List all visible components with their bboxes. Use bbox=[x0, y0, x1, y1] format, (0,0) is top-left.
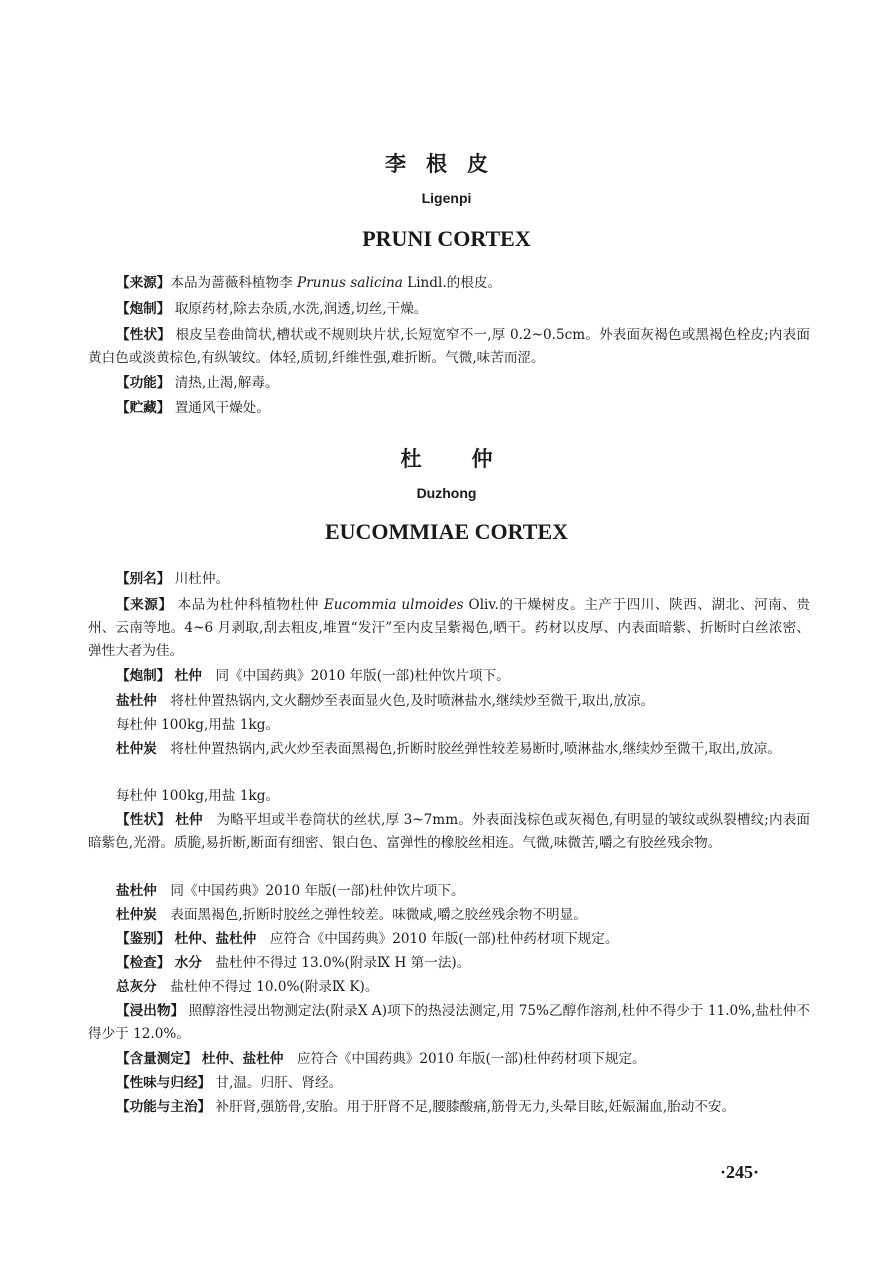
label: 【性味与归经】 bbox=[116, 1075, 212, 1091]
text: 盐杜仲不得过 13.0%(附录Ⅸ H 第一法)。 bbox=[215, 955, 471, 971]
entry2-nature bbox=[88, 1072, 810, 1095]
item: 杜仲、盐杜仲 bbox=[201, 1051, 284, 1067]
text: 取原药材,除去杂质,水洗,润透,切丝,干燥。 bbox=[174, 301, 428, 317]
entry2-salt-ratio: 每杜仲 100kg,用盐 1kg。 bbox=[116, 717, 279, 733]
label: 杜仲炭 bbox=[116, 741, 157, 757]
entry2-processing bbox=[88, 665, 810, 688]
text: 本品为杜仲科植物杜仲 bbox=[177, 597, 324, 613]
text: 甘,温。归肝、肾经。 bbox=[215, 1075, 343, 1091]
text: Oliv.的干燥树皮。主产于四川、陕西、湖北、河南、贵州、云南等地。4~6 月剥取,刮去粗皮,堆置“发汗”至内皮呈紫褐色,晒干。药材以皮厚、内表面暗紫、折断时白丝浓密、弹性大者为佳。 bbox=[88, 597, 811, 659]
item: 水分 bbox=[174, 955, 202, 971]
text: 照醇溶性浸出物测定法(附录Ⅹ A)项下的热浸法测定,用 75%乙醇作溶剂,杜仲不得少于 11.0%,盐杜仲不得少于 12.0%。 bbox=[88, 1003, 811, 1042]
label: 【检查】 bbox=[116, 955, 171, 971]
label: 【炮制】 bbox=[116, 668, 171, 684]
entry2-alias bbox=[88, 568, 810, 591]
item: 杜仲 bbox=[175, 812, 203, 828]
entry1-source bbox=[88, 272, 810, 295]
label: 【功能与主治】 bbox=[116, 1099, 212, 1115]
text: 川杜仲。 bbox=[174, 571, 230, 587]
entry1-pinyin: Ligenpi bbox=[421, 190, 472, 206]
entry2-latin: EUCOMMIAE CORTEX bbox=[324, 519, 569, 544]
label: 【浸出物】 bbox=[116, 1003, 185, 1019]
entry1-processing bbox=[88, 298, 810, 321]
text: 根皮呈卷曲筒状,槽状或不规则块片状,长短宽窄不一,厚 0.2~0.5cm。外表面灰褐色或黑褐色栓皮;内表面黄白色或淡黄棕色,有纵皱纹。体轻,质韧,纤维性强,难折断。气微,味苦而涩。 bbox=[88, 327, 811, 366]
text: 清热,止渴,解毒。 bbox=[174, 375, 279, 391]
label: 【炮制】 bbox=[116, 301, 171, 317]
text: 表面黑褐色,折断时胶丝之弹性较差。味微咸,嚼之胶丝残余物不明显。 bbox=[170, 907, 587, 923]
entry2-character bbox=[88, 809, 810, 855]
item: 杜仲、盐杜仲 bbox=[174, 931, 257, 947]
label: 【别名】 bbox=[116, 571, 171, 587]
text: 为略平坦或半卷筒状的丝状,厚 3~7mm。外表面浅棕色或灰褐色,有明显的皱纹或纵裂槽纹;内表面暗紫色,光滑。质脆,易折断,断面有细密、银白色、富弹性的橡胶丝相连。气微,味微苦,嚼之有胶丝残余物。 bbox=[88, 812, 811, 851]
species: Eucommia ulmoides bbox=[323, 597, 464, 613]
text: 将杜仲置热锅内,文火翻炒至表面显火色,及时喷淋盐水,继续炒至微干,取出,放凉。 bbox=[170, 693, 655, 709]
label: 【贮藏】 bbox=[116, 400, 171, 416]
text: 置通风干燥处。 bbox=[174, 400, 270, 416]
label: 【来源】 bbox=[116, 597, 173, 613]
entry1-title-cn: 李根皮 bbox=[385, 152, 508, 176]
entry2-character-charcoal bbox=[88, 904, 810, 927]
text: 盐杜仲不得过 10.0%(附录Ⅸ K)。 bbox=[170, 979, 379, 995]
text: 应符合《中国药典》2010 年版(一部)杜仲药材项下规定。 bbox=[297, 1051, 646, 1067]
entry2-pinyin: Duzhong bbox=[416, 485, 477, 501]
label: 【含量测定】 bbox=[116, 1051, 198, 1067]
entry2-charcoal-ratio: 每杜仲 100kg,用盐 1kg。 bbox=[116, 788, 279, 804]
text: 本品为蔷薇科植物李 bbox=[170, 275, 298, 291]
entry2-character-salt bbox=[88, 880, 810, 903]
text: 应符合《中国药典》2010 年版(一部)杜仲药材项下规定。 bbox=[269, 931, 619, 947]
entry2-usage bbox=[88, 1096, 810, 1119]
label: 【来源】 bbox=[116, 275, 171, 291]
entry2-title-cn: 杜仲 bbox=[400, 447, 543, 471]
label: 【鉴别】 bbox=[116, 931, 171, 947]
species: Prunus salicina bbox=[297, 275, 403, 291]
entry2-source bbox=[88, 594, 810, 663]
item: 杜仲 bbox=[174, 668, 202, 684]
entry2-inspection bbox=[88, 952, 810, 975]
label: 盐杜仲 bbox=[116, 883, 157, 899]
label: 【性状】 bbox=[116, 812, 171, 828]
label: 杜仲炭 bbox=[116, 907, 157, 923]
entry1-storage bbox=[88, 397, 810, 420]
entry1-character bbox=[88, 324, 810, 370]
label: 总灰分 bbox=[116, 979, 157, 995]
label: 盐杜仲 bbox=[116, 693, 157, 709]
entry2-identification bbox=[88, 928, 810, 951]
label: 【性状】 bbox=[116, 327, 172, 343]
entry2-charcoal bbox=[88, 738, 810, 761]
entry2-extract bbox=[88, 1000, 810, 1046]
text: Lindl.的根皮。 bbox=[402, 275, 502, 291]
text: 同《中国药典》2010 年版(一部)杜仲饮片项下。 bbox=[170, 883, 465, 899]
text: 将杜仲置热锅内,武火炒至表面黑褐色,折断时胶丝弹性较差易断时,喷淋盐水,继续炒至微干,取出,放凉。 bbox=[170, 741, 781, 757]
page-number: ·245· bbox=[720, 1162, 760, 1182]
entry2-total-ash bbox=[88, 976, 810, 999]
entry2-salt bbox=[88, 690, 810, 713]
entry1-function bbox=[88, 372, 810, 395]
entry2-assay bbox=[88, 1048, 810, 1071]
entry1-latin: PRUNI CORTEX bbox=[362, 226, 531, 251]
text: 同《中国药典》2010 年版(一部)杜仲饮片项下。 bbox=[215, 668, 510, 684]
label: 【功能】 bbox=[116, 375, 171, 391]
text: 补肝肾,强筋骨,安胎。用于肝肾不足,腰膝酸痛,筋骨无力,头晕目眩,妊娠漏血,胎动不安。 bbox=[215, 1099, 736, 1115]
